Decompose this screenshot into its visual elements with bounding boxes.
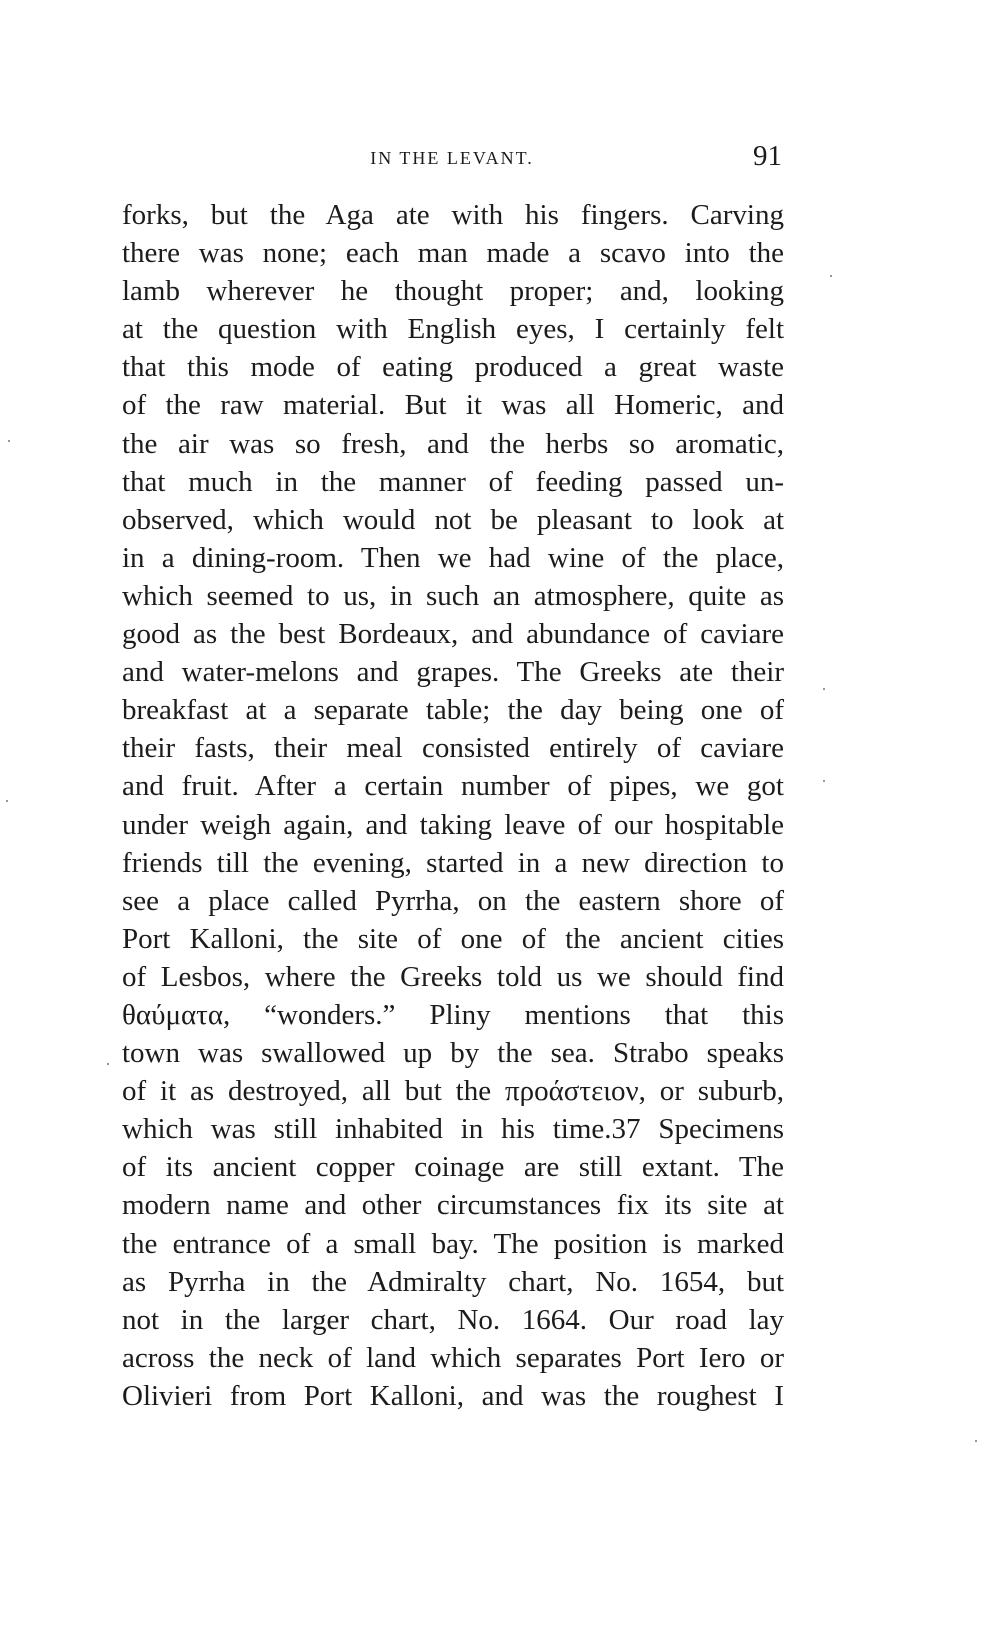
text-line: there was none; each man made a scavo into the xyxy=(122,237,784,270)
text-line: which seemed to us, in such an atmosphere, quite as xyxy=(122,579,784,612)
text-line: see a place called Pyrrha, on the eastern shore of xyxy=(122,884,784,917)
scan-speck xyxy=(975,1440,977,1442)
text-line: under weigh again, and taking leave of our hospitable xyxy=(122,808,784,841)
scan-speck xyxy=(830,275,832,277)
text-line: not in the larger chart, No. 1664. Our road lay xyxy=(122,1303,784,1336)
scan-speck xyxy=(823,780,825,782)
text-line: of it as destroyed, all but the προάστειον, or suburb, xyxy=(122,1075,784,1108)
text-line: forks, but the Aga ate with his fingers. Carving xyxy=(122,199,784,231)
text-line: their fasts, their meal consisted entirely of caviare xyxy=(122,732,784,765)
text-line: town was swallowed up by the sea. Strabo speaks xyxy=(122,1037,784,1070)
text-line: the air was so fresh, and the herbs so aromatic, xyxy=(122,427,784,460)
scan-speck xyxy=(8,440,10,442)
text-line: modern name and other circumstances fix its site at xyxy=(122,1189,784,1222)
text-line: that much in the manner of feeding passed un- xyxy=(122,465,784,498)
scan-speck xyxy=(6,800,8,802)
text-line: that this mode of eating produced a great waste xyxy=(122,351,784,384)
text-line: friends till the evening, started in a new direction to xyxy=(122,846,784,879)
running-title: IN THE LEVANT. xyxy=(370,148,534,168)
text-line: good as the best Bordeaux, and abundance of caviare xyxy=(122,618,784,651)
scan-speck xyxy=(107,1063,109,1065)
text-line: of its ancient copper coinage are still extant. The xyxy=(122,1151,784,1184)
text-line: at the question with English eyes, I certainly felt xyxy=(122,313,784,346)
text-line: and water-melons and grapes. The Greeks ate their xyxy=(122,656,784,689)
text-line: which was still inhabited in his time.37 Specimens xyxy=(122,1113,784,1146)
text-line: the entrance of a small bay. The position is marked xyxy=(122,1227,784,1260)
text-line: and fruit. After a certain number of pipes, we got xyxy=(122,770,784,803)
scan-speck xyxy=(823,688,825,690)
running-head xyxy=(122,142,782,182)
text-line: lamb wherever he thought proper; and, looking xyxy=(122,275,784,308)
text-line: breakfast at a separate table; the day being one of xyxy=(122,694,784,727)
text-line: in a dining-room. Then we had wine of the place, xyxy=(122,541,784,574)
body-text xyxy=(122,196,784,1415)
text-line: Olivieri from Port Kalloni, and was the roughest I xyxy=(122,1379,784,1412)
text-line: across the neck of land which separates Port Iero or xyxy=(122,1341,784,1374)
text-line: θαύματα, “wonders.” Pliny mentions that this xyxy=(122,998,784,1031)
text-line: observed, which would not be pleasant to look at xyxy=(122,503,784,536)
text-line: of Lesbos, where the Greeks told us we should find xyxy=(122,960,784,993)
text-line: Port Kalloni, the site of one of the ancient cities xyxy=(122,922,784,955)
text-line: of the raw material. But it was all Homeric, and xyxy=(122,389,784,422)
text-line: as Pyrrha in the Admiralty chart, No. 1654, but xyxy=(122,1265,784,1298)
page-number: 91 xyxy=(753,140,782,172)
